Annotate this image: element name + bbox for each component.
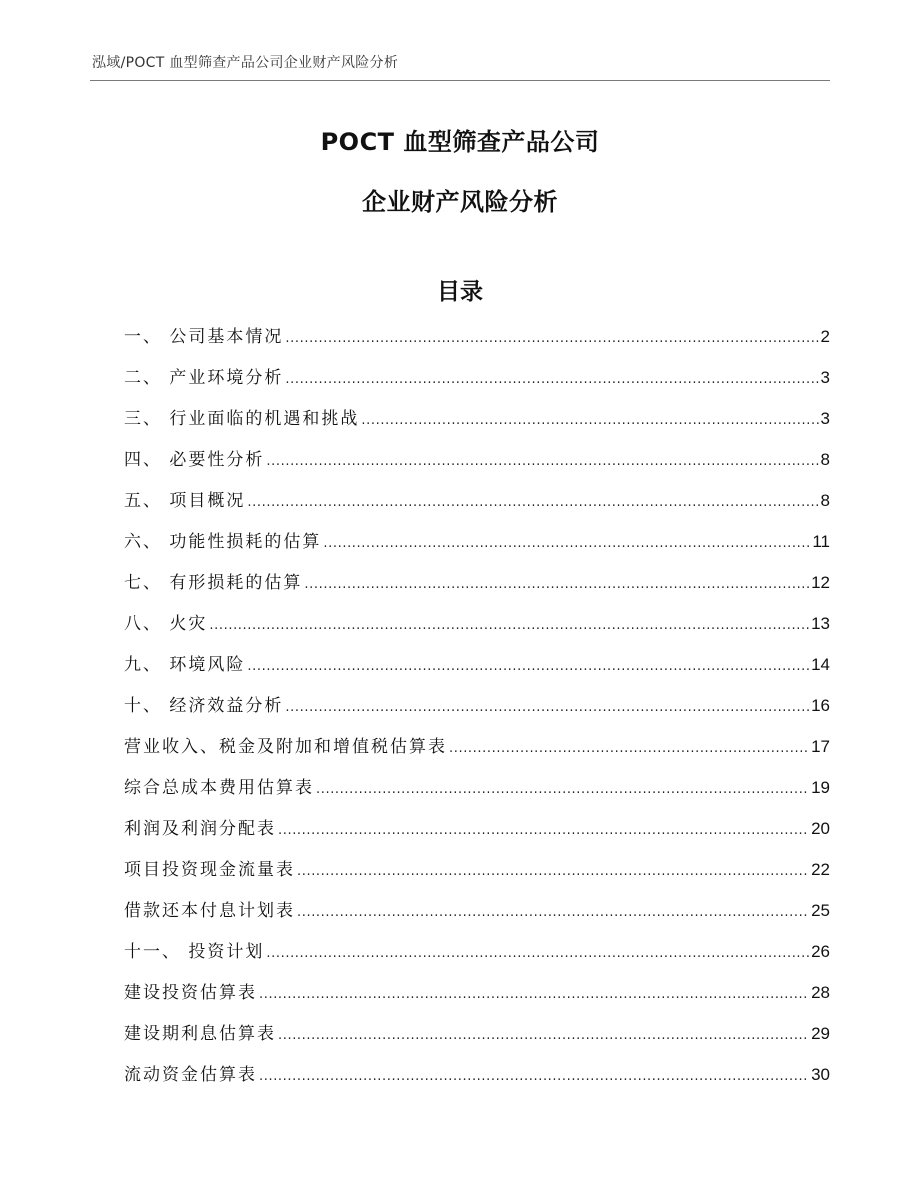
toc-entry[interactable] bbox=[124, 691, 830, 732]
toc-entry-label: 四、 必要性分析 bbox=[124, 450, 265, 470]
toc-entry-label: 营业收入、税金及附加和增值税估算表 bbox=[124, 737, 447, 757]
toc-entry-page: 20 bbox=[811, 819, 830, 838]
toc-entry-label: 二、 产业环境分析 bbox=[124, 368, 284, 388]
toc-entry-page: 3 bbox=[820, 368, 830, 387]
toc-dot-leader bbox=[247, 650, 809, 682]
toc-entry-label: 利润及利润分配表 bbox=[124, 819, 276, 839]
toc-entry-page: 19 bbox=[811, 778, 830, 797]
toc-dot-leader bbox=[266, 937, 809, 969]
document-title-line-2: 企业财产风险分析 bbox=[362, 188, 558, 216]
toc-entry-page: 29 bbox=[811, 1024, 830, 1043]
toc-dot-leader bbox=[278, 1019, 809, 1051]
toc-entry[interactable] bbox=[124, 609, 830, 650]
toc-dot-leader bbox=[285, 691, 809, 723]
toc-entry-page: 30 bbox=[811, 1065, 830, 1084]
toc-entry-label: 建设投资估算表 bbox=[124, 983, 257, 1003]
toc-entry[interactable] bbox=[124, 568, 830, 609]
toc-entry[interactable] bbox=[124, 773, 830, 814]
toc-entry-label: 七、 有形损耗的估算 bbox=[124, 573, 303, 593]
toc-entry[interactable] bbox=[124, 732, 830, 773]
toc-entry-label: 八、 火灾 bbox=[124, 614, 208, 634]
toc-entry-label: 一、 公司基本情况 bbox=[124, 327, 284, 347]
toc-entry-label: 项目投资现金流量表 bbox=[124, 860, 295, 880]
toc-entry-label: 三、 行业面临的机遇和挑战 bbox=[124, 409, 360, 429]
toc-entry[interactable] bbox=[124, 1060, 830, 1101]
toc-entry-page: 16 bbox=[811, 696, 830, 715]
toc-entry-page: 25 bbox=[811, 901, 830, 920]
toc-entry-page: 14 bbox=[811, 655, 830, 674]
toc-dot-leader bbox=[304, 568, 809, 600]
toc-entry-page: 3 bbox=[820, 409, 830, 428]
toc-entry-page: 11 bbox=[812, 532, 830, 551]
toc-entry-page: 22 bbox=[811, 860, 830, 879]
toc-dot-leader bbox=[209, 609, 809, 641]
document-title-line-1: POCT 血型筛查产品公司 bbox=[320, 128, 600, 156]
toc-entry-label: 流动资金估算表 bbox=[124, 1065, 257, 1085]
toc-dot-leader bbox=[361, 404, 818, 436]
toc-entry[interactable] bbox=[124, 486, 830, 527]
toc-entry-page: 2 bbox=[820, 327, 830, 346]
toc-dot-leader bbox=[285, 363, 818, 395]
toc-dot-leader bbox=[449, 732, 809, 764]
toc-entry[interactable] bbox=[124, 896, 830, 937]
toc-entry-label: 十、 经济效益分析 bbox=[124, 696, 284, 716]
page-header: 泓域/POCT 血型筛查产品公司企业财产风险分析 bbox=[92, 55, 399, 71]
toc-entry-page: 8 bbox=[820, 491, 830, 510]
toc-dot-leader bbox=[278, 814, 809, 846]
toc-entry[interactable] bbox=[124, 404, 830, 445]
toc-entry-page: 28 bbox=[811, 983, 830, 1002]
toc-entry-label: 借款还本付息计划表 bbox=[124, 901, 295, 921]
toc-entry-page: 13 bbox=[811, 614, 830, 633]
toc-entry-label: 五、 项目概况 bbox=[124, 491, 246, 511]
toc-dot-leader bbox=[266, 445, 818, 477]
toc-entry[interactable] bbox=[124, 978, 830, 1019]
toc-entry[interactable] bbox=[124, 1019, 830, 1060]
table-of-contents bbox=[124, 322, 830, 1101]
toc-dot-leader bbox=[297, 896, 809, 928]
toc-entry[interactable] bbox=[124, 814, 830, 855]
toc-dot-leader bbox=[259, 978, 809, 1010]
toc-entry[interactable] bbox=[124, 363, 830, 404]
toc-entry[interactable] bbox=[124, 855, 830, 896]
toc-entry-page: 8 bbox=[820, 450, 830, 469]
toc-entry[interactable] bbox=[124, 937, 830, 978]
toc-entry[interactable] bbox=[124, 650, 830, 691]
toc-entry[interactable] bbox=[124, 445, 830, 486]
toc-dot-leader bbox=[285, 322, 818, 354]
toc-entry-page: 26 bbox=[811, 942, 830, 961]
toc-entry-label: 九、 环境风险 bbox=[124, 655, 246, 675]
header-divider bbox=[90, 80, 830, 81]
toc-entry[interactable] bbox=[124, 527, 830, 568]
toc-dot-leader bbox=[297, 855, 809, 887]
toc-dot-leader bbox=[316, 773, 809, 805]
toc-dot-leader bbox=[323, 527, 810, 559]
toc-entry[interactable] bbox=[124, 322, 830, 363]
toc-entry-page: 12 bbox=[811, 573, 830, 592]
toc-dot-leader bbox=[259, 1060, 809, 1092]
toc-entry-page: 17 bbox=[811, 737, 830, 756]
toc-entry-label: 六、 功能性损耗的估算 bbox=[124, 532, 322, 552]
toc-entry-label: 建设期利息估算表 bbox=[124, 1024, 276, 1044]
toc-heading: 目录 bbox=[437, 279, 483, 305]
toc-dot-leader bbox=[247, 486, 818, 518]
toc-entry-label: 十一、 投资计划 bbox=[124, 942, 265, 962]
toc-entry-label: 综合总成本费用估算表 bbox=[124, 778, 314, 798]
